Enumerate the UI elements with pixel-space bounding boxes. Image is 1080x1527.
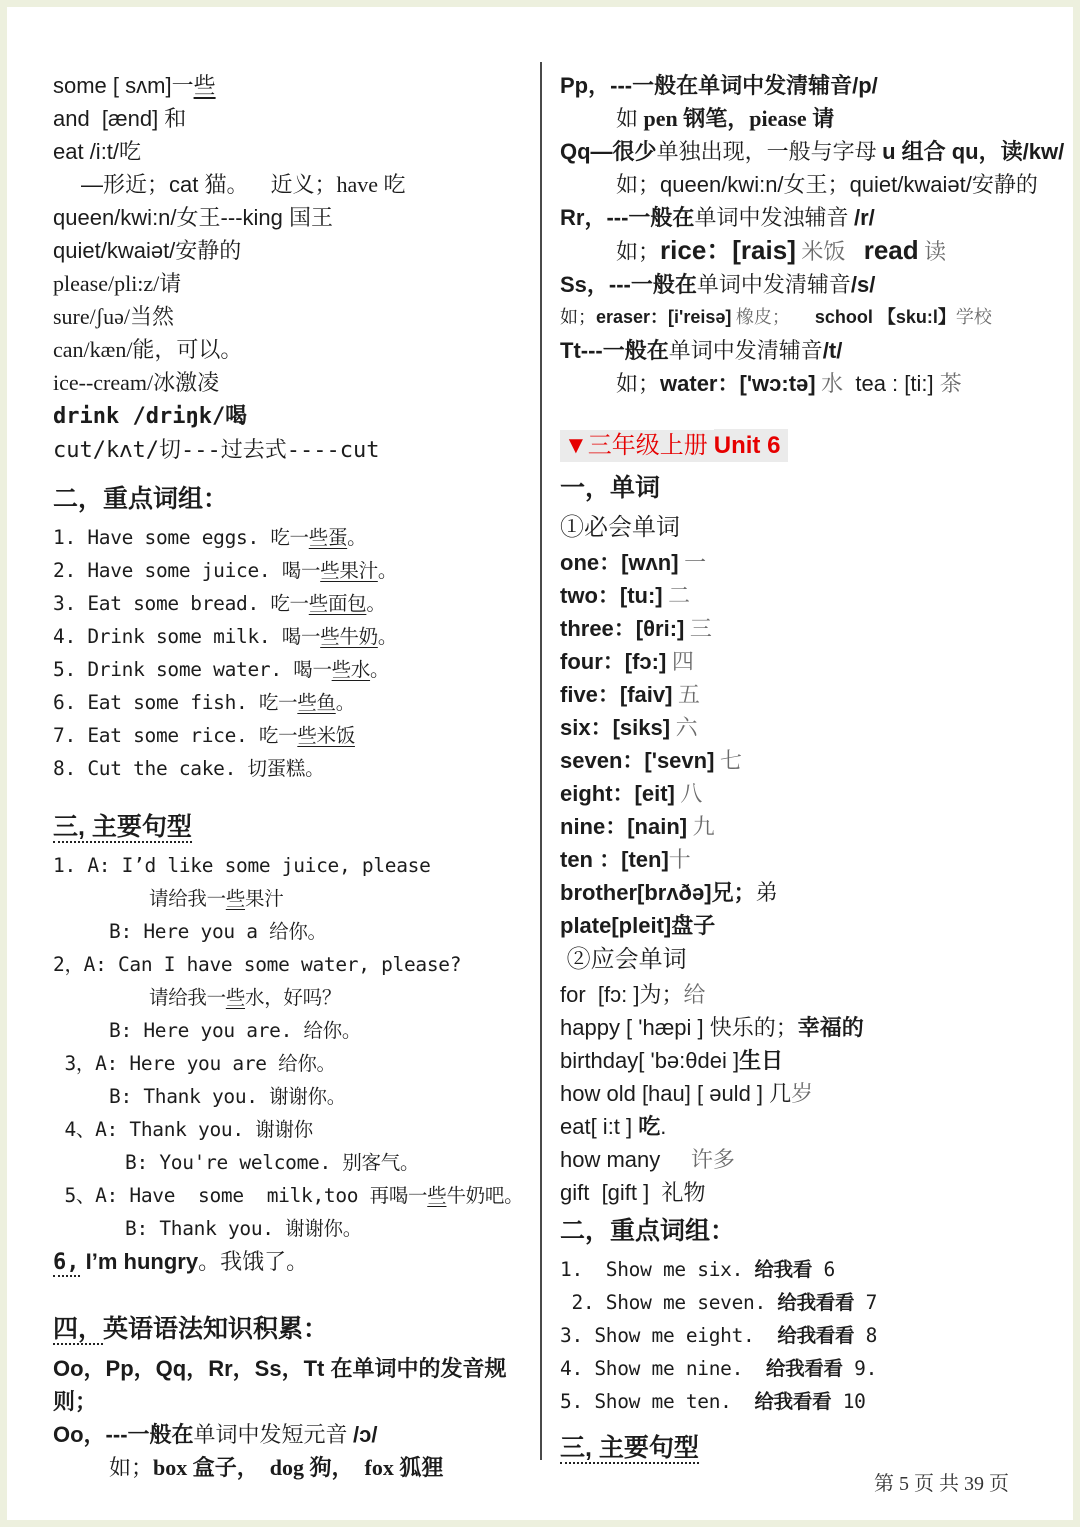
text-segment: 些 — [225, 986, 246, 1009]
text-segment: 二 — [662, 583, 691, 608]
text-line — [53, 201, 535, 234]
left-column — [53, 69, 535, 1484]
text-segment: 些果汁 — [320, 559, 378, 582]
text-segment: 给我看看 — [754, 1390, 832, 1413]
text-segment: 些 — [193, 73, 216, 98]
text-segment: 女王 — [176, 205, 221, 230]
text-segment: 些 — [225, 887, 246, 910]
text-segment: 7. Eat some rice. 吃一 — [53, 724, 298, 747]
text-line — [560, 978, 1068, 1011]
text-segment: 2，A: Can I have some water, please? — [53, 953, 462, 976]
text-line — [560, 909, 1068, 942]
text-segment: 盘子 — [671, 913, 716, 938]
text-segment: 1. Have some eggs. 吃一 — [53, 526, 309, 549]
text-segment: read — [863, 235, 919, 265]
text-segment: B: Thank you. 谢谢你。 — [125, 1217, 362, 1240]
text-segment: 礼物 — [661, 1180, 706, 1205]
text-line — [53, 102, 535, 135]
text-segment: 国王 — [289, 205, 334, 230]
text-segment: brother[brʌðə] — [560, 880, 712, 905]
text-segment: /t/ — [822, 338, 843, 363]
text-line — [53, 1245, 535, 1279]
text-segment: 的； — [753, 1015, 798, 1040]
text-segment: 1. Show me six. — [560, 1258, 755, 1281]
text-segment: eraser：[i'reisə] — [596, 307, 732, 327]
text-segment: 单词中发浊辅音 — [694, 205, 854, 230]
section-heading — [53, 477, 535, 521]
text-segment: 4. Show me nine. — [560, 1357, 766, 1380]
text-line — [53, 1014, 535, 1047]
text-segment: 过去式 — [220, 437, 287, 462]
text-segment: B: Here you are. 给你。 — [109, 1019, 362, 1042]
text-segment: 快乐 — [709, 1015, 754, 1040]
text-segment: 安静的 — [175, 238, 242, 263]
text-segment: some [ sʌm]一 — [53, 73, 194, 98]
text-segment: tea : [ti:] — [843, 371, 940, 396]
text-line — [560, 744, 1068, 777]
text-segment: I’m hungry — [85, 1249, 199, 1274]
text-segment: 3. Eat some bread. 吃一 — [53, 592, 309, 615]
text-segment: 一 — [678, 550, 707, 575]
text-segment: 8. Cut the cake. 切蛋糕。 — [53, 757, 325, 780]
text-segment: 些水 — [331, 658, 371, 681]
text-segment: ①必会单词 — [560, 514, 680, 541]
text-line — [53, 752, 535, 785]
text-line — [560, 942, 1068, 978]
text-line — [53, 1080, 535, 1113]
text-line — [560, 1319, 1068, 1352]
text-segment: water：['wɔ:tə] — [660, 371, 816, 396]
text-line — [560, 1176, 1068, 1209]
text-segment: B: Here you a 给你。 — [109, 920, 327, 943]
text-segment: 。 — [377, 625, 398, 648]
text-segment: 水 — [815, 371, 844, 396]
text-line — [560, 876, 1068, 909]
text-segment: nine：[nain] — [560, 814, 688, 839]
text-segment: happy [ 'hæpi ] — [560, 1015, 710, 1040]
text-line — [53, 1352, 535, 1418]
text-segment: 给我看 — [754, 1258, 813, 1281]
text-line — [560, 234, 1068, 268]
text-line — [560, 69, 1068, 102]
text-line — [560, 1253, 1068, 1286]
text-line — [53, 1113, 535, 1146]
text-segment: for [fɔ: ]为； — [560, 982, 684, 1007]
text-segment: 给 — [683, 982, 706, 1007]
text-segment: 如； — [616, 239, 661, 264]
text-line — [560, 1110, 1068, 1143]
text-segment: gift [gift ] — [560, 1180, 662, 1205]
text-segment: Rr，---一般在 — [560, 205, 695, 230]
text-segment: 许多 — [690, 1147, 735, 1172]
text-line — [53, 1451, 535, 1484]
section-heading — [560, 466, 1068, 510]
text-segment: 给我看看 — [765, 1357, 843, 1380]
text-segment: 请给我一 — [149, 986, 226, 1009]
text-segment: 生日 — [739, 1048, 784, 1073]
text-line — [53, 1418, 535, 1451]
text-line — [53, 69, 535, 102]
text-segment: quiet/kwaiət/ — [849, 172, 972, 197]
text-segment: pen 钢笔，piease 请 — [643, 106, 835, 131]
text-segment: 牛奶吧。 — [446, 1184, 524, 1207]
text-line — [560, 510, 1068, 546]
text-segment: school 【sku:l】 — [814, 307, 956, 327]
text-line — [560, 645, 1068, 678]
text-segment: 十 — [668, 847, 691, 872]
right-column — [560, 69, 1068, 1470]
text-line — [53, 521, 535, 554]
text-line — [53, 1179, 535, 1212]
text-segment: 单独出现，一般与字母 — [656, 139, 883, 164]
text-segment: /r/ — [853, 205, 875, 230]
text-segment: 如 — [616, 106, 644, 131]
text-segment: 弟 — [755, 880, 778, 905]
text-line — [53, 719, 535, 752]
text-segment: 些鱼 — [297, 691, 336, 714]
text-segment: ▼三年级上册 — [560, 430, 714, 462]
text-segment: 3. Show me eight. — [560, 1324, 778, 1347]
text-segment: 近义；have 吃 — [248, 172, 406, 197]
text-line — [560, 678, 1068, 711]
text-line — [53, 686, 535, 719]
text-line — [53, 399, 535, 433]
text-line — [560, 810, 1068, 843]
text-segment: Pp，---一般在 — [560, 73, 699, 98]
section-heading — [53, 805, 535, 849]
text-segment: can/kæn/能，可以。 — [53, 337, 243, 362]
text-segment: 二，重点词组： — [560, 1217, 736, 1245]
text-segment: 如； — [616, 371, 661, 396]
text-segment: ----cut — [286, 438, 380, 463]
text-segment: 单词中发清辅音 — [668, 338, 823, 363]
section-heading — [560, 1426, 1068, 1470]
text-line — [53, 620, 535, 653]
text-segment: 幸福的 — [797, 1015, 864, 1040]
text-segment: how old [hau] [ əuld ] 几 — [560, 1081, 792, 1106]
text-line — [53, 300, 535, 333]
text-line — [560, 1077, 1068, 1110]
text-segment: seven：['sevn] — [560, 748, 715, 773]
text-segment: 9. — [842, 1357, 878, 1380]
section-heading — [560, 1209, 1068, 1253]
text-segment: u 组合 qu，读/kw/ — [882, 139, 1065, 164]
text-segment: 安静的 — [971, 172, 1038, 197]
text-segment — [845, 239, 863, 264]
text-segment: 女王； — [783, 172, 850, 197]
text-line — [53, 267, 535, 300]
text-segment: how many — [560, 1147, 691, 1172]
text-line — [560, 168, 1068, 201]
text-segment: three：[θri:] — [560, 616, 685, 641]
text-segment: five：[faiv] — [560, 682, 673, 707]
text-segment: ---king — [220, 205, 289, 230]
text-line — [560, 579, 1068, 612]
text-segment: 九 — [687, 814, 715, 839]
text-segment: 8 — [854, 1324, 878, 1347]
text-segment: /ɔ/ — [353, 1422, 378, 1447]
text-segment: 如； — [109, 1455, 154, 1480]
text-line — [53, 554, 535, 587]
text-segment: 些米饭 — [297, 724, 355, 747]
text-segment: 1. A: I’d like some juice, please — [53, 854, 431, 877]
text-segment: 3，A: Here you are 给你。 — [53, 1052, 336, 1075]
text-line — [560, 334, 1068, 367]
text-line — [560, 777, 1068, 810]
text-line — [560, 546, 1068, 579]
text-segment: 些蛋 — [308, 526, 348, 549]
text-segment: sure/ʃuə/当然 — [53, 304, 174, 329]
text-segment: 八 — [674, 781, 703, 806]
text-segment: four：[fɔ:] — [560, 649, 667, 674]
text-segment: 三, 主要句型 — [560, 1434, 699, 1462]
text-segment: queen/kwi:n/ — [660, 172, 784, 197]
page-number: 第 5 页 共 39 页 — [874, 1473, 1009, 1495]
text-segment: eat /i:t/吃 — [53, 139, 142, 164]
text-line — [560, 301, 1068, 334]
text-segment: 在单词中的发音规则； — [53, 1356, 507, 1414]
text-line — [560, 367, 1068, 400]
text-segment: rice：[rais] — [660, 235, 796, 265]
text-line — [53, 234, 535, 267]
text-segment: box 盒子， dog 狗， fox 狐狸 — [153, 1455, 444, 1480]
text-line — [560, 612, 1068, 645]
text-segment: 些牛奶 — [320, 625, 378, 648]
text-segment: ten ：[ten] — [560, 847, 669, 872]
text-segment: 4、A: Thank you. 谢谢你 — [53, 1118, 313, 1141]
text-segment: /s/ — [850, 272, 876, 297]
text-segment: 六 — [670, 715, 698, 740]
text-segment: two：[tu:] — [560, 583, 663, 608]
text-segment: 水，好吗？ — [245, 986, 342, 1009]
text-segment: —形近；cat 猫。 — [81, 172, 249, 197]
text-segment: 2. Show me seven. — [560, 1291, 778, 1314]
text-segment: 学校 — [955, 307, 992, 327]
text-line — [53, 653, 535, 686]
text-segment: 语语法知识积累： — [128, 1316, 329, 1343]
text-segment: ②应会单词 — [560, 946, 687, 973]
text-segment: 6 — [812, 1258, 835, 1281]
text-line — [560, 135, 1068, 168]
text-line — [53, 1146, 535, 1179]
text-segment: 七 — [714, 748, 742, 773]
text-segment: 5. Show me ten. — [560, 1390, 755, 1413]
text-segment: 5. Drink some water. 喝一 — [53, 658, 332, 681]
text-line — [53, 333, 535, 366]
text-line — [53, 915, 535, 948]
text-segment: one：[wʌn] — [560, 550, 679, 575]
text-segment: 单词中发清辅音 — [696, 272, 851, 297]
text-segment: 读 — [918, 239, 947, 264]
text-segment: 些面包 — [308, 592, 367, 615]
text-line — [53, 433, 535, 467]
text-segment: ice--cream/冰激凌 — [53, 370, 220, 395]
text-segment: 。 — [370, 658, 390, 681]
text-segment: 6. Eat some fish. 吃一 — [53, 691, 298, 714]
text-line — [560, 268, 1068, 301]
text-segment: 我饿了。 — [220, 1249, 309, 1274]
text-segment: Tt---一般在 — [560, 338, 669, 363]
text-segment: 给我看看 — [777, 1324, 855, 1347]
text-segment: Unit 6 — [714, 429, 789, 462]
text-segment: 7 — [854, 1291, 878, 1314]
text-line — [53, 366, 535, 399]
text-segment: 橡皮； — [731, 307, 790, 327]
text-segment: 五 — [672, 682, 700, 707]
text-line — [560, 1385, 1068, 1418]
text-line — [53, 168, 535, 201]
text-line — [53, 1212, 535, 1245]
text-segment: 米饭 — [795, 239, 846, 264]
text-segment: eat[ i:t ] — [560, 1114, 639, 1139]
text-line — [560, 1143, 1068, 1176]
text-line — [53, 882, 535, 915]
text-line — [53, 981, 535, 1014]
text-line — [53, 587, 535, 620]
text-segment: 二，重点词组： — [53, 485, 229, 513]
text-segment: 。 — [366, 592, 386, 615]
text-line — [560, 1352, 1068, 1385]
text-segment: 茶 — [939, 371, 962, 396]
text-segment: plate[pleit] — [560, 913, 672, 938]
text-segment: drink /driŋk/喝 — [53, 404, 248, 429]
text-segment: Oo，Pp，Qq，Rr，Ss，Tt — [53, 1356, 331, 1381]
text-segment: 一，单词 — [560, 474, 661, 502]
text-segment: 单词中发清辅音 — [698, 73, 853, 98]
text-segment: Qq—很少 — [560, 139, 657, 164]
text-segment: 2. Have some juice. 喝一 — [53, 559, 321, 582]
text-segment: cut/kʌt/切--- — [53, 438, 221, 463]
text-segment: 。 — [377, 559, 398, 582]
text-line — [53, 1047, 535, 1080]
text-segment: Ss，---一般在 — [560, 272, 697, 297]
text-segment: . — [660, 1114, 667, 1139]
text-segment: B: You're welcome. 别客气。 — [125, 1151, 420, 1174]
text-line — [560, 201, 1068, 234]
text-line — [560, 1286, 1068, 1319]
text-segment: 。 — [198, 1249, 221, 1274]
text-segment: eight：[eit] — [560, 781, 675, 806]
text-segment: please/pli:z/请 — [53, 271, 182, 296]
text-line — [53, 849, 535, 882]
text-segment: 单词中发短元音 — [193, 1422, 354, 1447]
text-segment: and [ænd] 和 — [53, 106, 187, 131]
text-line — [53, 135, 535, 168]
text-segment: queen/kwi:n/ — [53, 205, 177, 230]
text-segment: Oo，---一般在 — [53, 1422, 194, 1447]
text-segment: 四， — [53, 1315, 104, 1343]
text-segment: birthday[ 'bə:θdei ] — [560, 1048, 740, 1073]
text-segment: 。 — [347, 526, 367, 549]
text-segment: 10 — [831, 1390, 866, 1413]
text-line — [560, 1011, 1068, 1044]
section-heading — [53, 1307, 535, 1352]
text-line — [560, 102, 1068, 135]
text-line — [53, 948, 535, 981]
text-segment: 6, — [53, 1250, 80, 1275]
text-segment: B: Thank you. 谢谢你。 — [109, 1085, 346, 1108]
text-segment: quiet/kwaiət/ — [53, 238, 176, 263]
text-segment — [790, 307, 815, 327]
text-segment: 岁 — [791, 1081, 814, 1106]
unit-heading — [560, 426, 1068, 466]
text-line — [560, 1044, 1068, 1077]
text-segment: 请给我一 — [149, 887, 226, 910]
text-segment: /p/ — [852, 73, 878, 98]
column-divider — [540, 62, 542, 1460]
text-segment: 三 — [684, 616, 712, 641]
text-segment: 5、A: Have some milk,too 再喝一 — [53, 1184, 428, 1207]
text-segment: 英 — [103, 1315, 129, 1343]
text-segment: 。 — [335, 691, 355, 714]
text-segment: 三, 主要句型 — [53, 813, 192, 841]
text-segment: 如； — [560, 307, 596, 327]
text-line — [560, 843, 1068, 876]
text-segment: 兄； — [711, 880, 756, 905]
text-segment: 果汁 — [245, 887, 284, 910]
text-segment: 4. Drink some milk. 喝一 — [53, 625, 321, 648]
text-segment: 四 — [666, 649, 694, 674]
text-segment: six：[siks] — [560, 715, 671, 740]
text-segment: 吃 — [638, 1114, 661, 1139]
text-segment: 如； — [616, 172, 661, 197]
text-segment: 给我看看 — [777, 1291, 855, 1314]
text-segment: 些 — [427, 1184, 447, 1207]
text-line — [560, 711, 1068, 744]
